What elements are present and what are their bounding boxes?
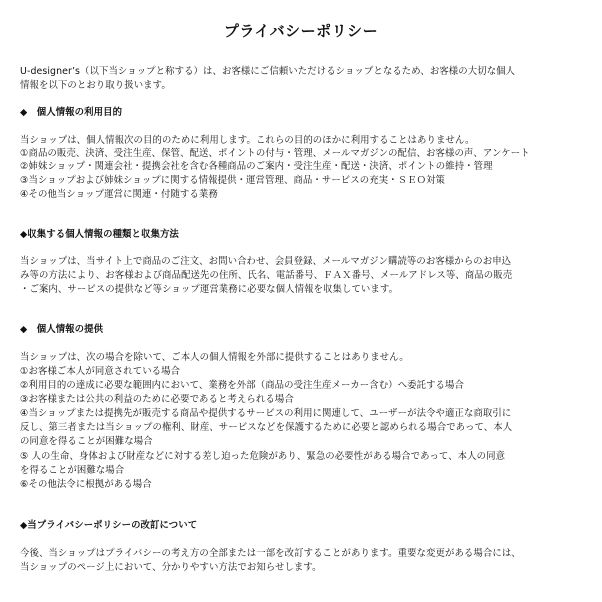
list-item: ③お客様または公共の利益のために必要であると考えられる場合 xyxy=(20,394,294,405)
section-heading-collection: ◆収集する個人情報の種類と収集方法 xyxy=(20,229,179,240)
list-item: ②姉妹ショップ・関連会社・提携会社を含む各種商品のご案内・受注生産・配送・決済、ポイントの維持・管理 xyxy=(20,161,493,172)
list-item: ⑥その他法令に根拠がある場合 xyxy=(20,479,152,490)
list-item: ①お客様ご本人が同意されている場合 xyxy=(20,366,181,377)
list-item: ②利用目的の達成に必要な範囲内において、業務を外部（商品の受注生産メーカー含む）へ委託する場合 xyxy=(20,380,464,391)
list-item: を得ることが困難な場合 xyxy=(20,465,125,476)
section-heading-disclosure: ◆ 個人情報の提供 xyxy=(20,324,104,335)
list-item: ③当ショップおよび姉妹ショップに関する情報提供・運営管理、商品・サービスの充実・ＳＥＯ対策 xyxy=(20,175,446,186)
list-item: ①商品の販売、決済、受注生産、保管、配送、ポイントの付与・管理、メールマガジンの配信、お客様の声、アンケート xyxy=(20,148,530,159)
section-heading-usage-purpose: ◆ 個人情報の利用目的 xyxy=(20,107,123,118)
list-item: 反し、第三者または当ショップの権利、財産、サービスなどを保護するために必要と認められる場合であって、本人 xyxy=(20,422,513,433)
section-text: ・ご案内、サービスの提供など等ショップ運営業務に必要な個人情報を収集しています。 xyxy=(20,284,399,295)
section-text: 当ショップは、次の場合を除いて、ご本人の個人情報を外部に提供することはありません。 xyxy=(20,352,409,363)
intro-line: U-designer’s（以下当ショップと称する）は、お客様にご信頼いただけるショップとなるため、お客様の大切な個人 xyxy=(20,66,516,77)
section-text: 当ショップは、個人情報次の目的のために利用します。これらの目的のほかに利用することはありません。 xyxy=(20,135,475,146)
list-item: ④当ショップまたは提携先が販売する商品や提供するサービスの利用に関連して、ユーザーが法令や適正な商取引に xyxy=(20,408,512,419)
section-text: 当ショップのページ上において、分かりやすい方法でお知らせします。 xyxy=(20,562,322,573)
section-heading-revision: ◆当プライバシーポリシーの改訂について xyxy=(20,520,198,531)
section-text: 当ショップは、当サイト上で商品のご注文、お問い合わせ、会員登録、メールマガジン購読等のお客様からのお申込 xyxy=(20,256,512,267)
intro-line: 情報を以下のとおり取り扱います。 xyxy=(20,80,171,91)
list-item: ⑤ 人の生命、身体および財産などに対する差し迫った危険があり、緊急の必要性がある場合であって、本人の同意 xyxy=(20,451,506,462)
list-item: ④その他当ショップ運営に関連・付随する業務 xyxy=(20,189,218,200)
section-text: 今後、当ショップはプライバシーの考え方の全部または一部を改訂することがあります。重要な変更がある場合には、 xyxy=(20,548,521,559)
page-title: プライバシーポリシー xyxy=(223,22,379,40)
section-text: み等の方法により、お客様および商品配送先の住所、氏名、電話番号、ＦＡＸ番号、メールアドレス等、商品の販売 xyxy=(20,270,513,281)
list-item: の同意を得ることが困難な場合 xyxy=(20,436,153,447)
